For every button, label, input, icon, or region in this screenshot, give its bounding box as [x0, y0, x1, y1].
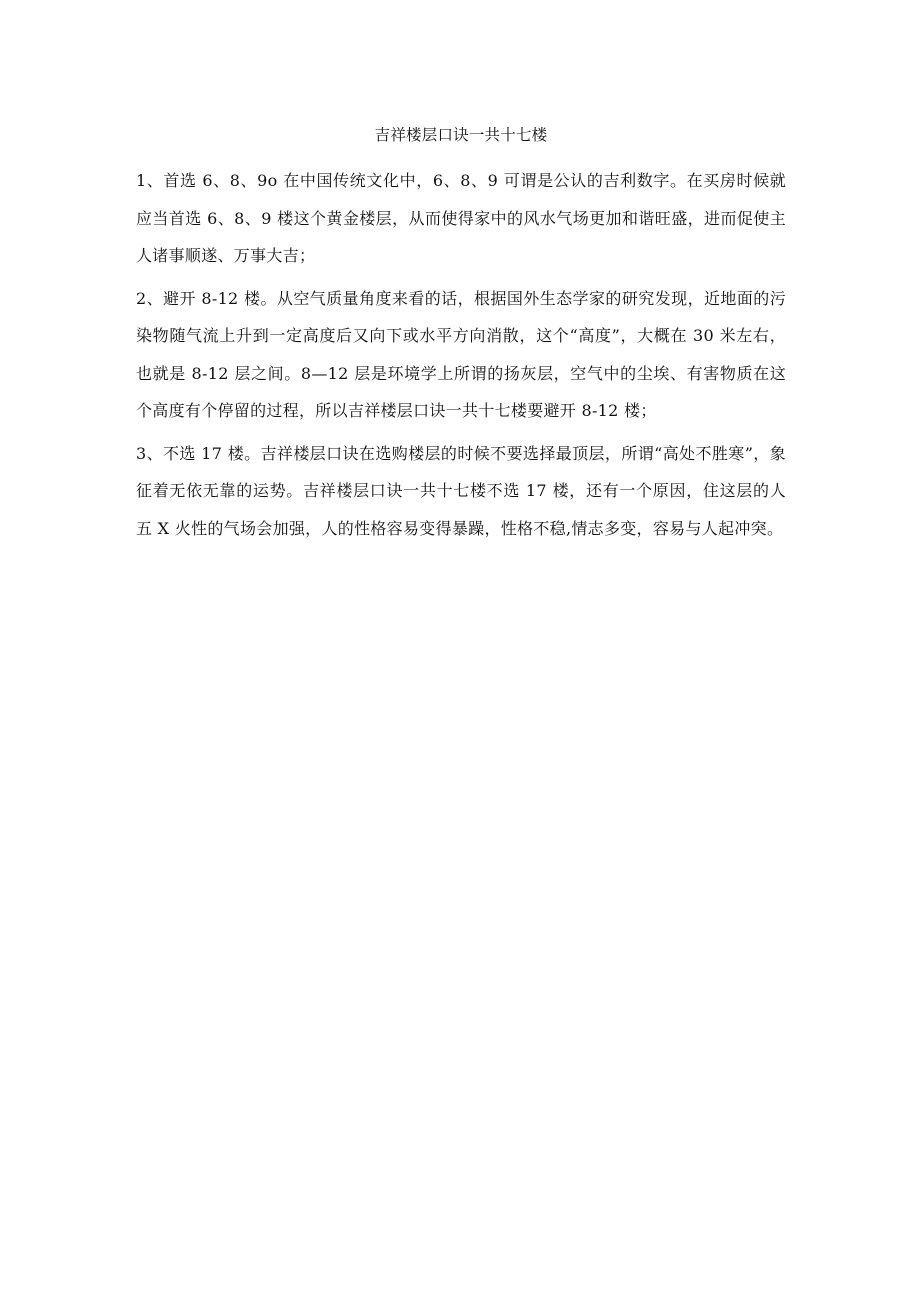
paragraph-2: 2、避开 8-12 楼。从空气质量角度来看的话，根据国外生态学家的研究发现，近地面的污染物随气流上升到一定高度后又向下或水平方向消散，这个“高度”，大概在 30 米左右，也就是 8-12 层之间。8—12 层是环境学上所谓的扬灰层，空气中的尘埃、有害物质在这个高度有个停留的过程，所以吉祥楼层口诀一共十七楼要避开 8-12 楼； — [136, 288, 786, 420]
document-body — [136, 120, 786, 552]
document-title: 吉祥楼层口诀一共十七楼 — [374, 126, 548, 144]
paragraph-1: 1、首选 6、8、9o 在中国传统文化中，6、8、9 可谓是公认的吉利数字。在买房时候就应当首选 6、8、9 楼这个黄金楼层，从而使得家中的风水气场更加和谐旺盛，进而促使主人诸事顺遂、万事大吉； — [136, 171, 786, 265]
paragraph-3: 3、不选 17 楼。吉祥楼层口诀在选购楼层的时候不要选择最顶层，所谓“高处不胜寒”，象征着无依无靠的运势。吉祥楼层口诀一共十七楼不选 17 楼，还有一个原因，住这层的人五 X 火性的气场会加强，人的性格容易变得暴躁，性格不稳,情志多变，容易与人起冲突。 — [136, 443, 786, 538]
